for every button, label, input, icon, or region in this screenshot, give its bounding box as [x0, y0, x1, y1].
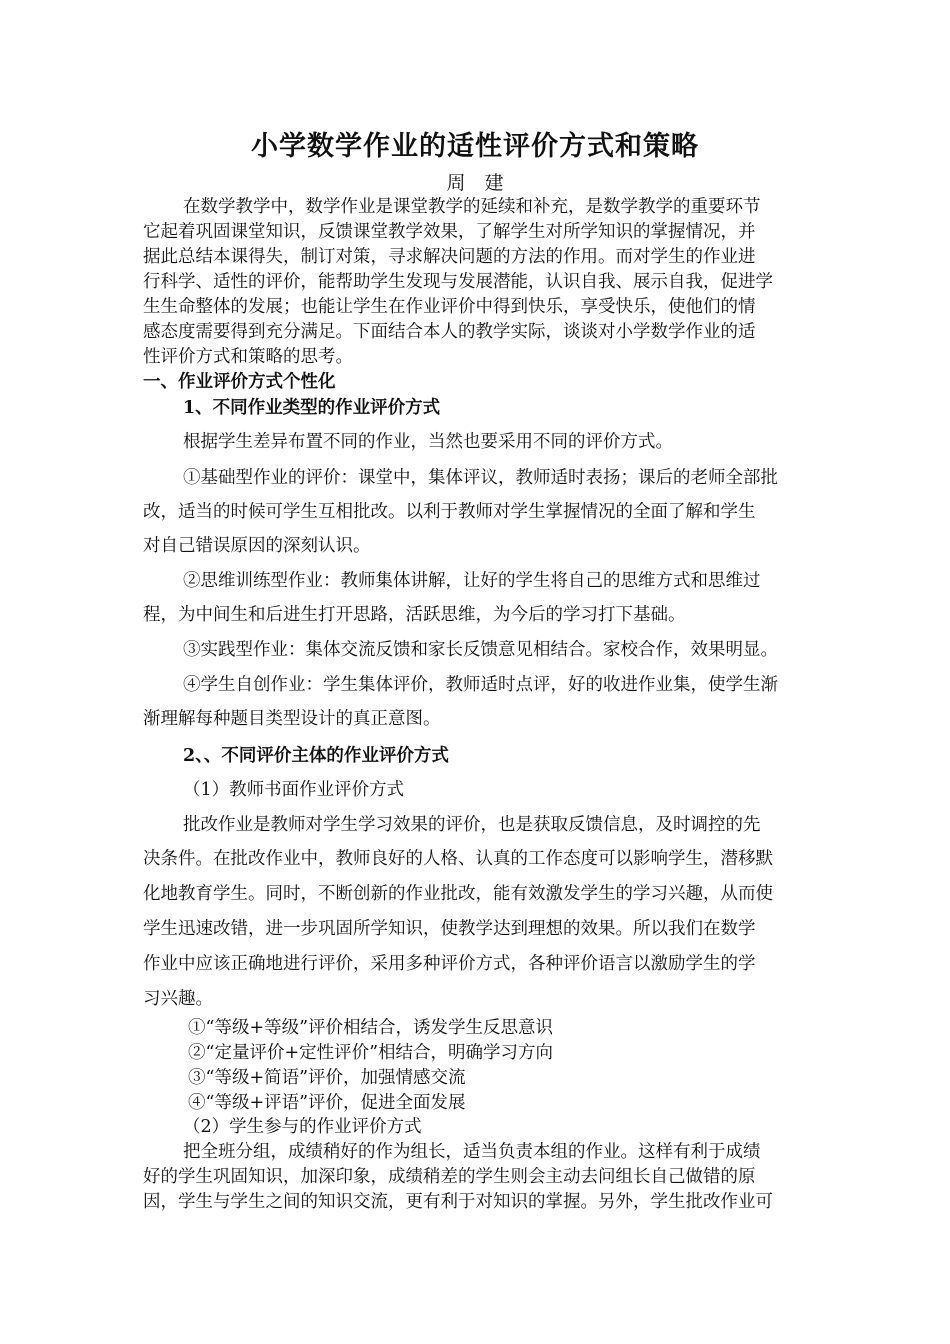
intro-line: 在数学教学中，数学作业是课堂教学的延续和补充，是数学教学的重要环节 [183, 197, 761, 217]
paragraph-line: 渐理解每种题目类型设计的真正意图。 [143, 709, 441, 729]
intro-line: 它起着巩固课堂知识，反馈课堂教学效果，了解学生对所学知识的掌握情况，并 [143, 222, 756, 242]
paragraph-line: ②思维训练型作业：教师集体讲解，让好的学生将自己的思维方式和思维过 [183, 571, 761, 591]
subsection-heading: 1、不同作业类型的作业评价方式 [183, 398, 441, 418]
list-item: ③“等级+简语”评价，加强情感交流 [188, 1068, 466, 1088]
paragraph-line: ①基础型作业的评价：课堂中，集体评议，教师适时表扬；课后的老师全部批 [183, 468, 778, 488]
paragraph-line: 程，为中间生和后进生打开思路，活跃思维，为今后的学习打下基础。 [143, 605, 686, 625]
paragraph-line: 根据学生差异布置不同的作业，当然也要采用不同的评价方式。 [183, 432, 673, 452]
intro-line: 性评价方式和策略的思考。 [143, 347, 353, 367]
paragraph-line: ④学生自创作业：学生集体评价，教师适时点评，好的收进作业集，使学生渐 [183, 675, 778, 695]
paragraph-line: 把全班分组，成绩稍好的作为组长，适当负责本组的作业。这样有利于成绩 [183, 1142, 761, 1162]
paragraph-line: 决条件。在批改作业中，教师良好的人格、认真的工作态度可以影响学生，潜移默 [143, 849, 773, 869]
list-item: ①“等级+等级”评价相结合，诱发学生反思意识 [188, 1018, 554, 1038]
paragraph-line: 习兴趣。 [143, 989, 213, 1009]
list-item: ②“定量评价+定性评价”相结合，明确学习方向 [188, 1043, 554, 1063]
document-title: 小学数学作业的适性评价方式和策略 [251, 131, 699, 162]
paragraph-line: ③实践型作业：集体交流反馈和家长反馈意见相结合。家校合作，效果明显。 [183, 640, 778, 660]
author-name: 周 建 [446, 172, 504, 194]
intro-line: 行科学、适性的评价，能帮助学生发现与发展潜能，认识自我、展示自我，促进学 [143, 272, 773, 292]
list-item: ④“等级+评语”评价，促进全面发展 [188, 1093, 466, 1113]
paragraph-line: 对自己错误原因的深刻认识。 [143, 536, 371, 556]
intro-line: 据此总结本课得失，制订对策，寻求解决问题的方法的作用。而对学生的作业进 [143, 247, 756, 267]
paragraph-line: 因，学生与学生之间的知识交流，更有利于对知识的掌握。另外，学生批改作业可 [143, 1192, 773, 1212]
section-heading: 一、作业评价方式个性化 [143, 372, 336, 392]
intro-line: 感态度需要得到充分满足。下面结合本人的教学实际，谈谈对小学数学作业的适 [143, 322, 756, 342]
paragraph-line: 学生迅速改错，进一步巩固所学知识，使教学达到理想的效果。所以我们在数学 [143, 919, 756, 939]
intro-line: 生生命整体的发展；也能让学生在作业评价中得到快乐，享受快乐，使他们的情 [143, 297, 756, 317]
paragraph-line: 改，适当的时候可学生互相批改。以利于教师对学生掌握情况的全面了解和学生 [143, 502, 756, 522]
paragraph-heading: （2）学生参与的作业评价方式 [183, 1117, 422, 1137]
paragraph-line: 作业中应该正确地进行评价，采用多种评价方式，各种评价语言以激励学生的学 [143, 954, 756, 974]
paragraph-line: 批改作业是教师对学生学习效果的评价，也是获取反馈信息，及时调控的先 [183, 815, 761, 835]
subsection-heading: 2、、不同评价主体的作业评价方式 [183, 746, 449, 766]
paragraph-line: 化地教育学生。同时，不断创新的作业批改，能有效激发学生的学习兴趣，从而使 [143, 884, 773, 904]
paragraph-line: 好的学生巩固知识，加深印象，成绩稍差的学生则会主动去问组长自己做错的原 [143, 1167, 756, 1187]
paragraph-heading: （1）教师书面作业评价方式 [183, 780, 405, 800]
